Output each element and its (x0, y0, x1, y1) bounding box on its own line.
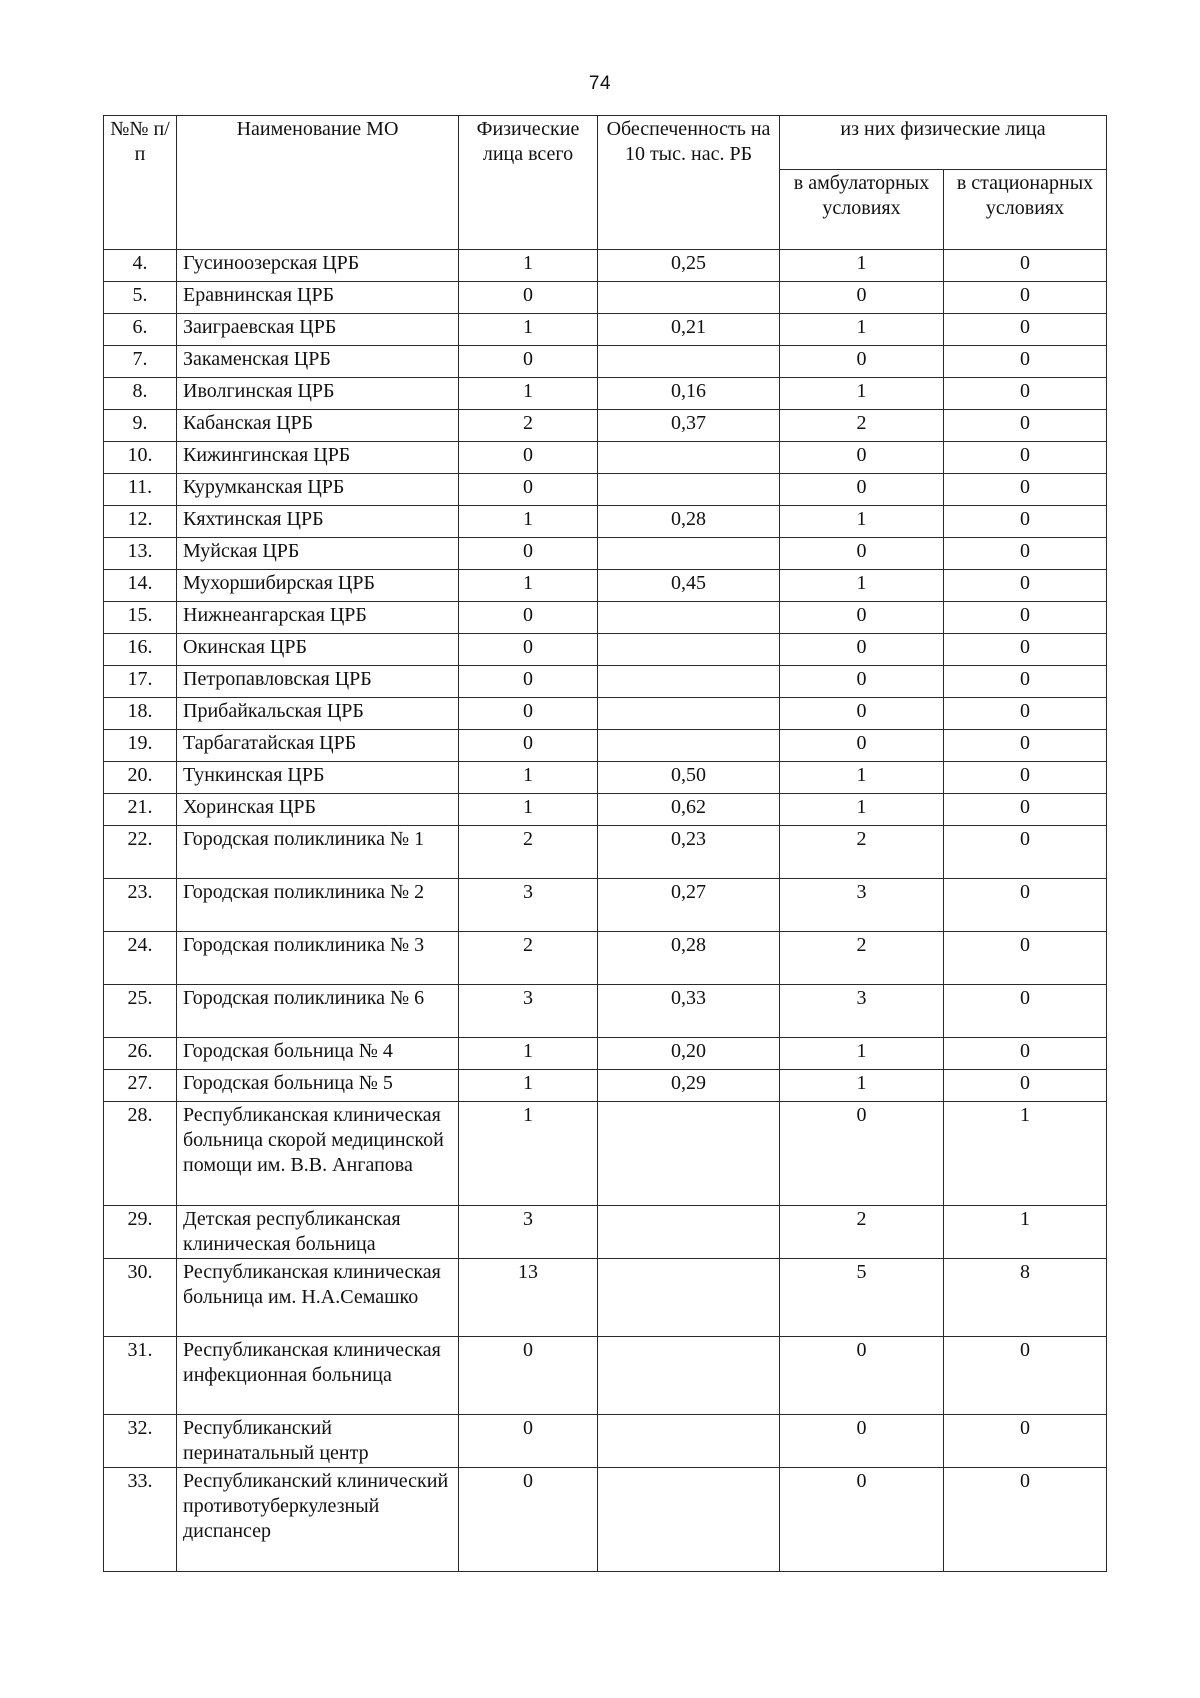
cell-physical-total: 1 (459, 250, 598, 282)
table-header (104, 116, 1107, 250)
cell-outpatient: 1 (780, 506, 944, 538)
cell-inpatient: 0 (944, 730, 1107, 762)
cell-outpatient: 0 (780, 666, 944, 698)
cell-coverage (598, 1337, 780, 1415)
cell-mo-name: Городская больница № 5 (177, 1070, 459, 1102)
cell-coverage (598, 666, 780, 698)
cell-inpatient: 0 (944, 602, 1107, 634)
cell-inpatient: 0 (944, 1070, 1107, 1102)
cell-mo-name: Нижнеангарская ЦРБ (177, 602, 459, 634)
table-row (104, 1259, 1107, 1337)
cell-physical-total: 0 (459, 666, 598, 698)
table-row (104, 378, 1107, 410)
cell-row-number: 31. (104, 1337, 177, 1415)
cell-row-number: 6. (104, 314, 177, 346)
cell-outpatient: 0 (780, 602, 944, 634)
cell-row-number: 33. (104, 1468, 177, 1572)
cell-physical-total: 0 (459, 538, 598, 570)
table-row (104, 879, 1107, 932)
table-row (104, 932, 1107, 985)
cell-coverage: 0,27 (598, 879, 780, 932)
cell-inpatient: 0 (944, 794, 1107, 826)
cell-mo-name: Кижингинская ЦРБ (177, 442, 459, 474)
cell-row-number: 17. (104, 666, 177, 698)
cell-mo-name: Городская поликлиника № 6 (177, 985, 459, 1038)
cell-coverage (598, 442, 780, 474)
cell-inpatient: 0 (944, 346, 1107, 378)
cell-coverage: 0,62 (598, 794, 780, 826)
cell-mo-name: Тункинская ЦРБ (177, 762, 459, 794)
table-row (104, 314, 1107, 346)
table-row (104, 282, 1107, 314)
cell-inpatient: 0 (944, 666, 1107, 698)
cell-coverage (598, 634, 780, 666)
cell-outpatient: 0 (780, 442, 944, 474)
cell-physical-total: 1 (459, 1102, 598, 1206)
cell-physical-total: 1 (459, 794, 598, 826)
cell-mo-name: Гусиноозерская ЦРБ (177, 250, 459, 282)
cell-physical-total: 1 (459, 1038, 598, 1070)
cell-physical-total: 1 (459, 762, 598, 794)
cell-coverage (598, 474, 780, 506)
cell-inpatient: 0 (944, 1415, 1107, 1468)
header-name: Наименование МО (177, 116, 459, 250)
cell-inpatient: 0 (944, 410, 1107, 442)
table-row (104, 1468, 1107, 1572)
cell-outpatient: 0 (780, 1468, 944, 1572)
cell-physical-total: 3 (459, 1206, 598, 1259)
cell-physical-total: 0 (459, 1468, 598, 1572)
cell-coverage: 0,45 (598, 570, 780, 602)
cell-mo-name: Курумканская ЦРБ (177, 474, 459, 506)
cell-row-number: 22. (104, 826, 177, 879)
cell-outpatient: 0 (780, 634, 944, 666)
cell-mo-name: Закаменская ЦРБ (177, 346, 459, 378)
cell-row-number: 15. (104, 602, 177, 634)
cell-outpatient: 0 (780, 730, 944, 762)
cell-outpatient: 5 (780, 1259, 944, 1337)
cell-row-number: 12. (104, 506, 177, 538)
table-row (104, 794, 1107, 826)
header-inpatient: в стационарных условиях (944, 170, 1107, 250)
cell-outpatient: 0 (780, 1337, 944, 1415)
cell-mo-name: Городская поликлиника № 1 (177, 826, 459, 879)
cell-coverage (598, 1259, 780, 1337)
cell-physical-total: 1 (459, 506, 598, 538)
cell-mo-name: Хоринская ЦРБ (177, 794, 459, 826)
cell-inpatient: 0 (944, 570, 1107, 602)
table-row (104, 762, 1107, 794)
cell-outpatient: 0 (780, 1415, 944, 1468)
table-row (104, 1415, 1107, 1468)
cell-inpatient: 0 (944, 378, 1107, 410)
cell-inpatient: 0 (944, 698, 1107, 730)
cell-physical-total: 0 (459, 634, 598, 666)
cell-coverage: 0,16 (598, 378, 780, 410)
cell-coverage: 0,21 (598, 314, 780, 346)
cell-row-number: 7. (104, 346, 177, 378)
cell-mo-name: Республиканская клиническая больница им. Н.А.Семашко (177, 1259, 459, 1337)
table-row (104, 826, 1107, 879)
cell-mo-name: Муйская ЦРБ (177, 538, 459, 570)
header-physical-total: Физические лица всего (459, 116, 598, 250)
table-row (104, 250, 1107, 282)
table-row (104, 1206, 1107, 1259)
header-outpatient: в амбулаторных условиях (780, 170, 944, 250)
page-number: 74 (588, 73, 612, 94)
header-of-them: из них физические лица (780, 116, 1107, 170)
cell-outpatient: 2 (780, 826, 944, 879)
cell-mo-name: Кабанская ЦРБ (177, 410, 459, 442)
cell-coverage: 0,50 (598, 762, 780, 794)
cell-mo-name: Петропавловская ЦРБ (177, 666, 459, 698)
cell-outpatient: 1 (780, 378, 944, 410)
cell-inpatient: 8 (944, 1259, 1107, 1337)
cell-coverage (598, 346, 780, 378)
cell-inpatient: 1 (944, 1102, 1107, 1206)
cell-mo-name: Тарбагатайская ЦРБ (177, 730, 459, 762)
cell-inpatient: 0 (944, 1337, 1107, 1415)
cell-row-number: 20. (104, 762, 177, 794)
cell-coverage (598, 1206, 780, 1259)
cell-outpatient: 0 (780, 346, 944, 378)
cell-mo-name: Прибайкальская ЦРБ (177, 698, 459, 730)
cell-inpatient: 0 (944, 1468, 1107, 1572)
cell-coverage: 0,33 (598, 985, 780, 1038)
cell-physical-total: 1 (459, 378, 598, 410)
cell-coverage: 0,28 (598, 506, 780, 538)
table-row (104, 666, 1107, 698)
cell-coverage (598, 730, 780, 762)
cell-mo-name: Городская поликлиника № 2 (177, 879, 459, 932)
cell-coverage (598, 602, 780, 634)
cell-mo-name: Детская республиканская клиническая больница (177, 1206, 459, 1259)
table-row (104, 1070, 1107, 1102)
cell-inpatient: 0 (944, 1038, 1107, 1070)
cell-mo-name: Республиканский перинатальный центр (177, 1415, 459, 1468)
table-row (104, 538, 1107, 570)
cell-row-number: 9. (104, 410, 177, 442)
cell-inpatient: 0 (944, 826, 1107, 879)
table-body (104, 250, 1107, 1572)
cell-row-number: 26. (104, 1038, 177, 1070)
cell-outpatient: 0 (780, 538, 944, 570)
cell-physical-total: 0 (459, 730, 598, 762)
cell-mo-name: Городская поликлиника № 3 (177, 932, 459, 985)
cell-inpatient: 1 (944, 1206, 1107, 1259)
table-row (104, 346, 1107, 378)
cell-outpatient: 3 (780, 879, 944, 932)
cell-physical-total: 13 (459, 1259, 598, 1337)
cell-coverage: 0,28 (598, 932, 780, 985)
header-num: №№ п/п (104, 116, 177, 250)
cell-outpatient: 2 (780, 932, 944, 985)
cell-physical-total: 0 (459, 442, 598, 474)
cell-row-number: 29. (104, 1206, 177, 1259)
cell-outpatient: 1 (780, 314, 944, 346)
cell-physical-total: 0 (459, 346, 598, 378)
cell-row-number: 10. (104, 442, 177, 474)
cell-inpatient: 0 (944, 932, 1107, 985)
cell-row-number: 14. (104, 570, 177, 602)
cell-inpatient: 0 (944, 634, 1107, 666)
cell-row-number: 5. (104, 282, 177, 314)
medical-organizations-table (103, 115, 1107, 1572)
table-row (104, 985, 1107, 1038)
cell-physical-total: 2 (459, 410, 598, 442)
cell-coverage: 0,23 (598, 826, 780, 879)
cell-inpatient: 0 (944, 282, 1107, 314)
cell-mo-name: Республиканский клинический противотуберкулезный диспансер (177, 1468, 459, 1572)
cell-row-number: 18. (104, 698, 177, 730)
cell-row-number: 8. (104, 378, 177, 410)
cell-mo-name: Кяхтинская ЦРБ (177, 506, 459, 538)
cell-physical-total: 0 (459, 1337, 598, 1415)
cell-inpatient: 0 (944, 985, 1107, 1038)
cell-outpatient: 1 (780, 1038, 944, 1070)
cell-mo-name: Республиканская клиническая инфекционная больница (177, 1337, 459, 1415)
cell-mo-name: Заиграевская ЦРБ (177, 314, 459, 346)
cell-physical-total: 1 (459, 570, 598, 602)
cell-row-number: 13. (104, 538, 177, 570)
cell-physical-total: 0 (459, 602, 598, 634)
table-row (104, 1337, 1107, 1415)
cell-physical-total: 1 (459, 1070, 598, 1102)
cell-physical-total: 0 (459, 698, 598, 730)
cell-physical-total: 2 (459, 932, 598, 985)
cell-outpatient: 1 (780, 794, 944, 826)
table-row (104, 410, 1107, 442)
cell-physical-total: 2 (459, 826, 598, 879)
cell-physical-total: 3 (459, 985, 598, 1038)
cell-mo-name: Окинская ЦРБ (177, 634, 459, 666)
cell-coverage: 0,20 (598, 1038, 780, 1070)
cell-row-number: 28. (104, 1102, 177, 1206)
cell-outpatient: 0 (780, 282, 944, 314)
cell-inpatient: 0 (944, 538, 1107, 570)
cell-row-number: 19. (104, 730, 177, 762)
cell-coverage: 0,25 (598, 250, 780, 282)
table-row (104, 474, 1107, 506)
table-row (104, 634, 1107, 666)
cell-outpatient: 1 (780, 1070, 944, 1102)
cell-inpatient: 0 (944, 250, 1107, 282)
cell-row-number: 27. (104, 1070, 177, 1102)
cell-mo-name: Еравнинская ЦРБ (177, 282, 459, 314)
table-row (104, 698, 1107, 730)
table-row (104, 506, 1107, 538)
cell-coverage (598, 282, 780, 314)
cell-mo-name: Городская больница № 4 (177, 1038, 459, 1070)
cell-inpatient: 0 (944, 879, 1107, 932)
cell-row-number: 4. (104, 250, 177, 282)
cell-inpatient: 0 (944, 506, 1107, 538)
cell-row-number: 32. (104, 1415, 177, 1468)
cell-outpatient: 0 (780, 474, 944, 506)
cell-row-number: 24. (104, 932, 177, 985)
table-row (104, 442, 1107, 474)
cell-coverage (598, 1415, 780, 1468)
cell-outpatient: 1 (780, 250, 944, 282)
table-row (104, 570, 1107, 602)
cell-outpatient: 1 (780, 570, 944, 602)
cell-coverage (598, 698, 780, 730)
cell-coverage (598, 1468, 780, 1572)
cell-inpatient: 0 (944, 762, 1107, 794)
cell-coverage: 0,37 (598, 410, 780, 442)
cell-outpatient: 0 (780, 698, 944, 730)
table-row (104, 602, 1107, 634)
cell-row-number: 25. (104, 985, 177, 1038)
cell-physical-total: 3 (459, 879, 598, 932)
cell-physical-total: 0 (459, 1415, 598, 1468)
cell-mo-name: Мухоршибирская ЦРБ (177, 570, 459, 602)
cell-coverage (598, 1102, 780, 1206)
cell-inpatient: 0 (944, 474, 1107, 506)
table-row (104, 1102, 1107, 1206)
cell-outpatient: 0 (780, 1102, 944, 1206)
cell-physical-total: 1 (459, 314, 598, 346)
header-coverage: Обеспеченность на 10 тыс. нас. РБ (598, 116, 780, 250)
cell-row-number: 30. (104, 1259, 177, 1337)
table-row (104, 730, 1107, 762)
cell-outpatient: 2 (780, 410, 944, 442)
cell-row-number: 16. (104, 634, 177, 666)
table-row (104, 1038, 1107, 1070)
cell-coverage: 0,29 (598, 1070, 780, 1102)
cell-outpatient: 1 (780, 762, 944, 794)
cell-physical-total: 0 (459, 282, 598, 314)
cell-physical-total: 0 (459, 474, 598, 506)
cell-coverage (598, 538, 780, 570)
cell-row-number: 11. (104, 474, 177, 506)
cell-inpatient: 0 (944, 442, 1107, 474)
cell-outpatient: 2 (780, 1206, 944, 1259)
cell-row-number: 23. (104, 879, 177, 932)
cell-inpatient: 0 (944, 314, 1107, 346)
cell-outpatient: 3 (780, 985, 944, 1038)
cell-mo-name: Республиканская клиническая больница скорой медицинской помощи им. В.В. Ангапова (177, 1102, 459, 1206)
cell-mo-name: Иволгинская ЦРБ (177, 378, 459, 410)
cell-row-number: 21. (104, 794, 177, 826)
